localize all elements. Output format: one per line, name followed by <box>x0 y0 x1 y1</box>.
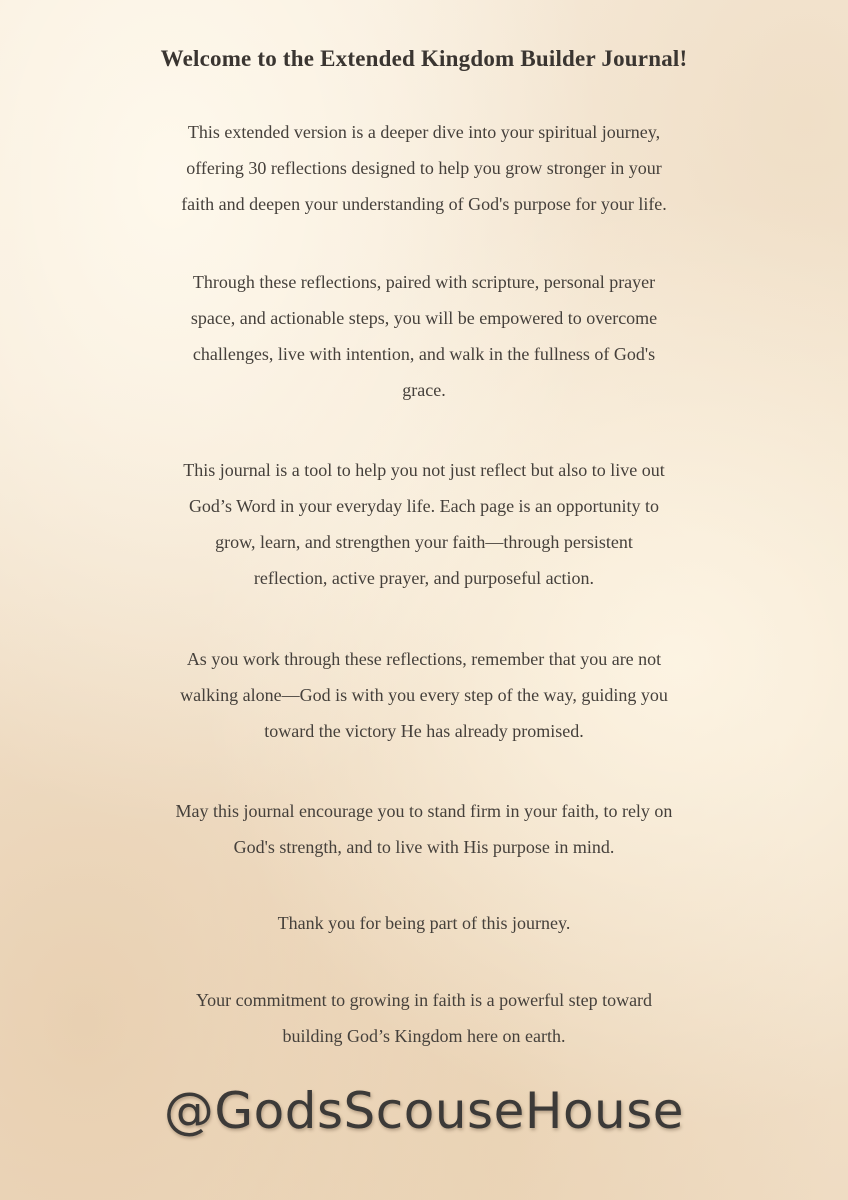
social-handle: @GodsScouseHouse <box>163 1082 685 1140</box>
paragraph-line: walking alone—God is with you every step of the way, guiding you <box>180 685 668 705</box>
paragraph-line: May this journal encourage you to stand firm in your faith, to rely on <box>175 801 673 821</box>
paragraph-line: As you work through these reflections, remember that you are not <box>186 649 662 669</box>
paragraph-reflections <box>0 264 848 408</box>
paragraph-intro <box>0 114 848 222</box>
paragraph-line: faith and deepen your understanding of God's purpose for your life. <box>181 194 667 214</box>
paragraph-line: Your commitment to growing in faith is a powerful step toward <box>195 990 653 1010</box>
paragraph-not-alone <box>0 641 848 749</box>
paragraph-line: toward the victory He has already promised. <box>264 721 584 741</box>
paragraph-line: Thank you for being part of this journey. <box>277 913 571 933</box>
page-title: Welcome to the Extended Kingdom Builder Journal! <box>160 46 688 71</box>
paragraph-thank-you <box>0 905 848 941</box>
paragraph-line: grace. <box>402 380 446 400</box>
paragraph-line: challenges, live with intention, and walk in the fullness of God's <box>192 344 656 364</box>
paragraph-line: Through these reflections, paired with scripture, personal prayer <box>192 272 656 292</box>
paragraph-line: reflection, active prayer, and purposeful action. <box>253 568 595 588</box>
paragraph-line: This journal is a tool to help you not just reflect but also to live out <box>183 460 665 480</box>
paragraph-tool <box>0 452 848 596</box>
paragraph-line: grow, learn, and strengthen your faith—through persistent <box>215 532 633 552</box>
paragraph-line: space, and actionable steps, you will be empowered to overcome <box>190 308 658 328</box>
paragraph-line: God’s Word in your everyday life. Each page is an opportunity to <box>188 496 660 516</box>
paragraph-commitment <box>0 982 848 1054</box>
paragraph-encourage <box>0 793 848 865</box>
paragraph-line: building God’s Kingdom here on earth. <box>282 1026 566 1046</box>
paragraph-line: God's strength, and to live with His purpose in mind. <box>233 837 615 857</box>
paragraph-line: offering 30 reflections designed to help you grow stronger in your <box>186 158 662 178</box>
paragraph-line: This extended version is a deeper dive into your spiritual journey, <box>187 122 661 142</box>
